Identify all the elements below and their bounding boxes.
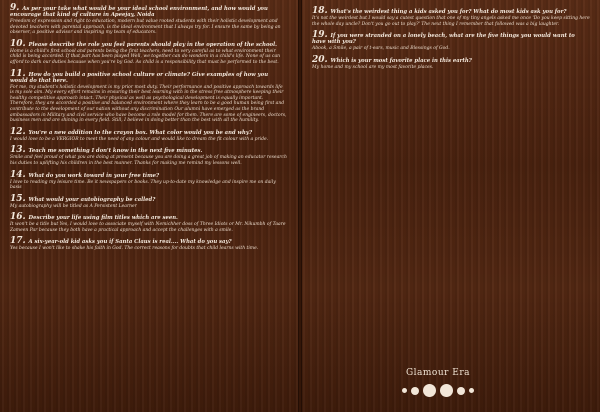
qa-item (10, 214, 287, 233)
qa-item (10, 193, 287, 210)
question (10, 68, 287, 84)
question-number: 11. (10, 68, 26, 79)
dot-medium (411, 387, 419, 395)
dot-large (440, 384, 453, 397)
question (312, 32, 590, 45)
qa-item (10, 238, 287, 252)
question (10, 238, 287, 245)
answer-text: Abook, a Smile, a pair of t-ears, music and Blessings of God. (312, 46, 450, 52)
question (10, 126, 287, 137)
question (10, 214, 287, 221)
brand-block (398, 368, 478, 397)
answer-text: Yes because I won't like to shake his faith in God. The correct reasons for doubts that child learns with time. (10, 246, 259, 252)
question-text: What would your autobiography be called? (28, 196, 156, 203)
answer-text: I would love to be a VERGIOR to meet the need of any colour and would like to dream the fit colour with a pride. (10, 136, 269, 142)
question-number: 12. (10, 126, 26, 137)
question-number: 9. (10, 3, 20, 13)
question-text: Teach me something I don't know in the next five minutes. (28, 148, 203, 155)
answer-text: Freedom of expression and right to education, modern but value rooted students with their holistic development and devoted teachers with parental approach, is the ideal environment that I always try for. I ensure the same by being an observer, a positive advisor and inspiring my team of educators. (10, 19, 281, 36)
answer-text: Smile and feel proud of what you are doing at present because you are doing a great job of making an educator research his duties to uplifting his children in the best manner. Thanks for making me remind my lessons well. (10, 155, 287, 166)
question-text: What do you work toward in your free time? (28, 172, 160, 179)
question-text: Please describe the role you feel parents should play in the operation of the school. (28, 41, 277, 48)
question-number: 15. (10, 193, 26, 204)
question-number: 18. (312, 6, 328, 16)
question (10, 5, 287, 18)
question-text: You're a new addition to the crayon box. What color would you be and why? (28, 129, 253, 136)
answer-text: For me, my student's holistic development is my prior most duty. Their performance and positive approach towards life is my sole aim. My every effort remains in ensuring their best learning with in the stress free atmosphere keeping their healthy competitive approach intact. Their physical as well as psychological development is equally important. Therefore, they are accorded a positive and balanced environment where they learn to be a good human being first and contribute to the development of our nation without any discrimination Our alumni have emerged as the brand ambassadors in Military and civil service who have become a role model for them. There are some of engineers, doctors, business men and are shining in every field. Still, I believe in doing better than the best with all the humility. (10, 84, 287, 124)
dot-medium (457, 387, 465, 395)
question-number: 17. (10, 236, 26, 247)
question-text: Describe your life using film titles which are seen. (28, 215, 178, 222)
answer-text: It won't be a title but Yes, I would love to associate myself with Nemichher doss of Three Idiots or Mr. Nikumbh of Taare Zameen Par because they both have a practical approach and accept the challenges with a smile. (10, 222, 286, 233)
qa-item (312, 8, 590, 27)
question-number: 20. (312, 54, 328, 65)
question-text: How do you build a positive school culture or climate? Give examples of how you would do that here. (10, 71, 269, 84)
left-page (0, 0, 299, 412)
qa-item (312, 54, 590, 71)
dots-ornament (398, 384, 478, 397)
question-text: As per your take what would be your ideal school environment, and how would you encourage that kind of culture in Apeejay, Noida (10, 6, 268, 18)
answer-text: I love to reading my leisure time. Be it newspapers or books. They up-to-date my knowledge and inspire me on daily basis (10, 179, 276, 191)
qa-item (10, 126, 287, 143)
question-number: 16. (10, 212, 26, 223)
question (312, 8, 590, 15)
question (10, 147, 287, 154)
question-text: If you were stranded on a lonely beach, what are the five things you would want to have with you? (312, 33, 575, 46)
qa-item (10, 68, 287, 124)
question (312, 54, 590, 65)
question-number: 19. (312, 30, 328, 41)
answer-text: Home is a child's first school and parents being the first teachers, need to very careful as to what environment their child is being accorded. If that part has been played Well, we together can do wonders in a child's life. None of us can afford to dark our duties because when you're by God. As child is a responsibility that must be performed to the best. (10, 48, 281, 65)
qa-item (312, 32, 590, 52)
answer-text: My home and my school are my most favorite places. (312, 64, 434, 70)
qa-item (10, 38, 287, 66)
question (10, 169, 287, 180)
question-number: 13. (10, 145, 26, 156)
question-number: 14. (10, 169, 26, 180)
dot-small (469, 388, 474, 393)
qa-item (10, 147, 287, 166)
question-text: Which is your most favorite place in this earth? (330, 57, 472, 64)
brand-name: Glamour Era (405, 368, 471, 378)
question-text: What's the weirdest thing a kids asked you for? What do most kids ask you for? (330, 9, 567, 15)
answer-text: My autobiography will be titled as A Persistent Learner (10, 203, 137, 209)
dot-small (402, 388, 407, 393)
question-text: A six-year-old kid asks you if Santa Claus is real.... What do you say? (28, 239, 232, 246)
question (10, 38, 287, 49)
dot-large (423, 384, 436, 397)
qa-item (10, 5, 287, 36)
qa-item (10, 169, 287, 191)
answer-text: It's not the weirdest but I would say a cutest question that one of my tiny angels asked me once 'Do you keep sitting here the whole day uncle? Don't you go out to play?' The next thing I remember that followed was a big laughter. (312, 16, 590, 27)
right-page (301, 0, 600, 412)
question-number: 10. (10, 38, 26, 49)
question (10, 193, 287, 204)
